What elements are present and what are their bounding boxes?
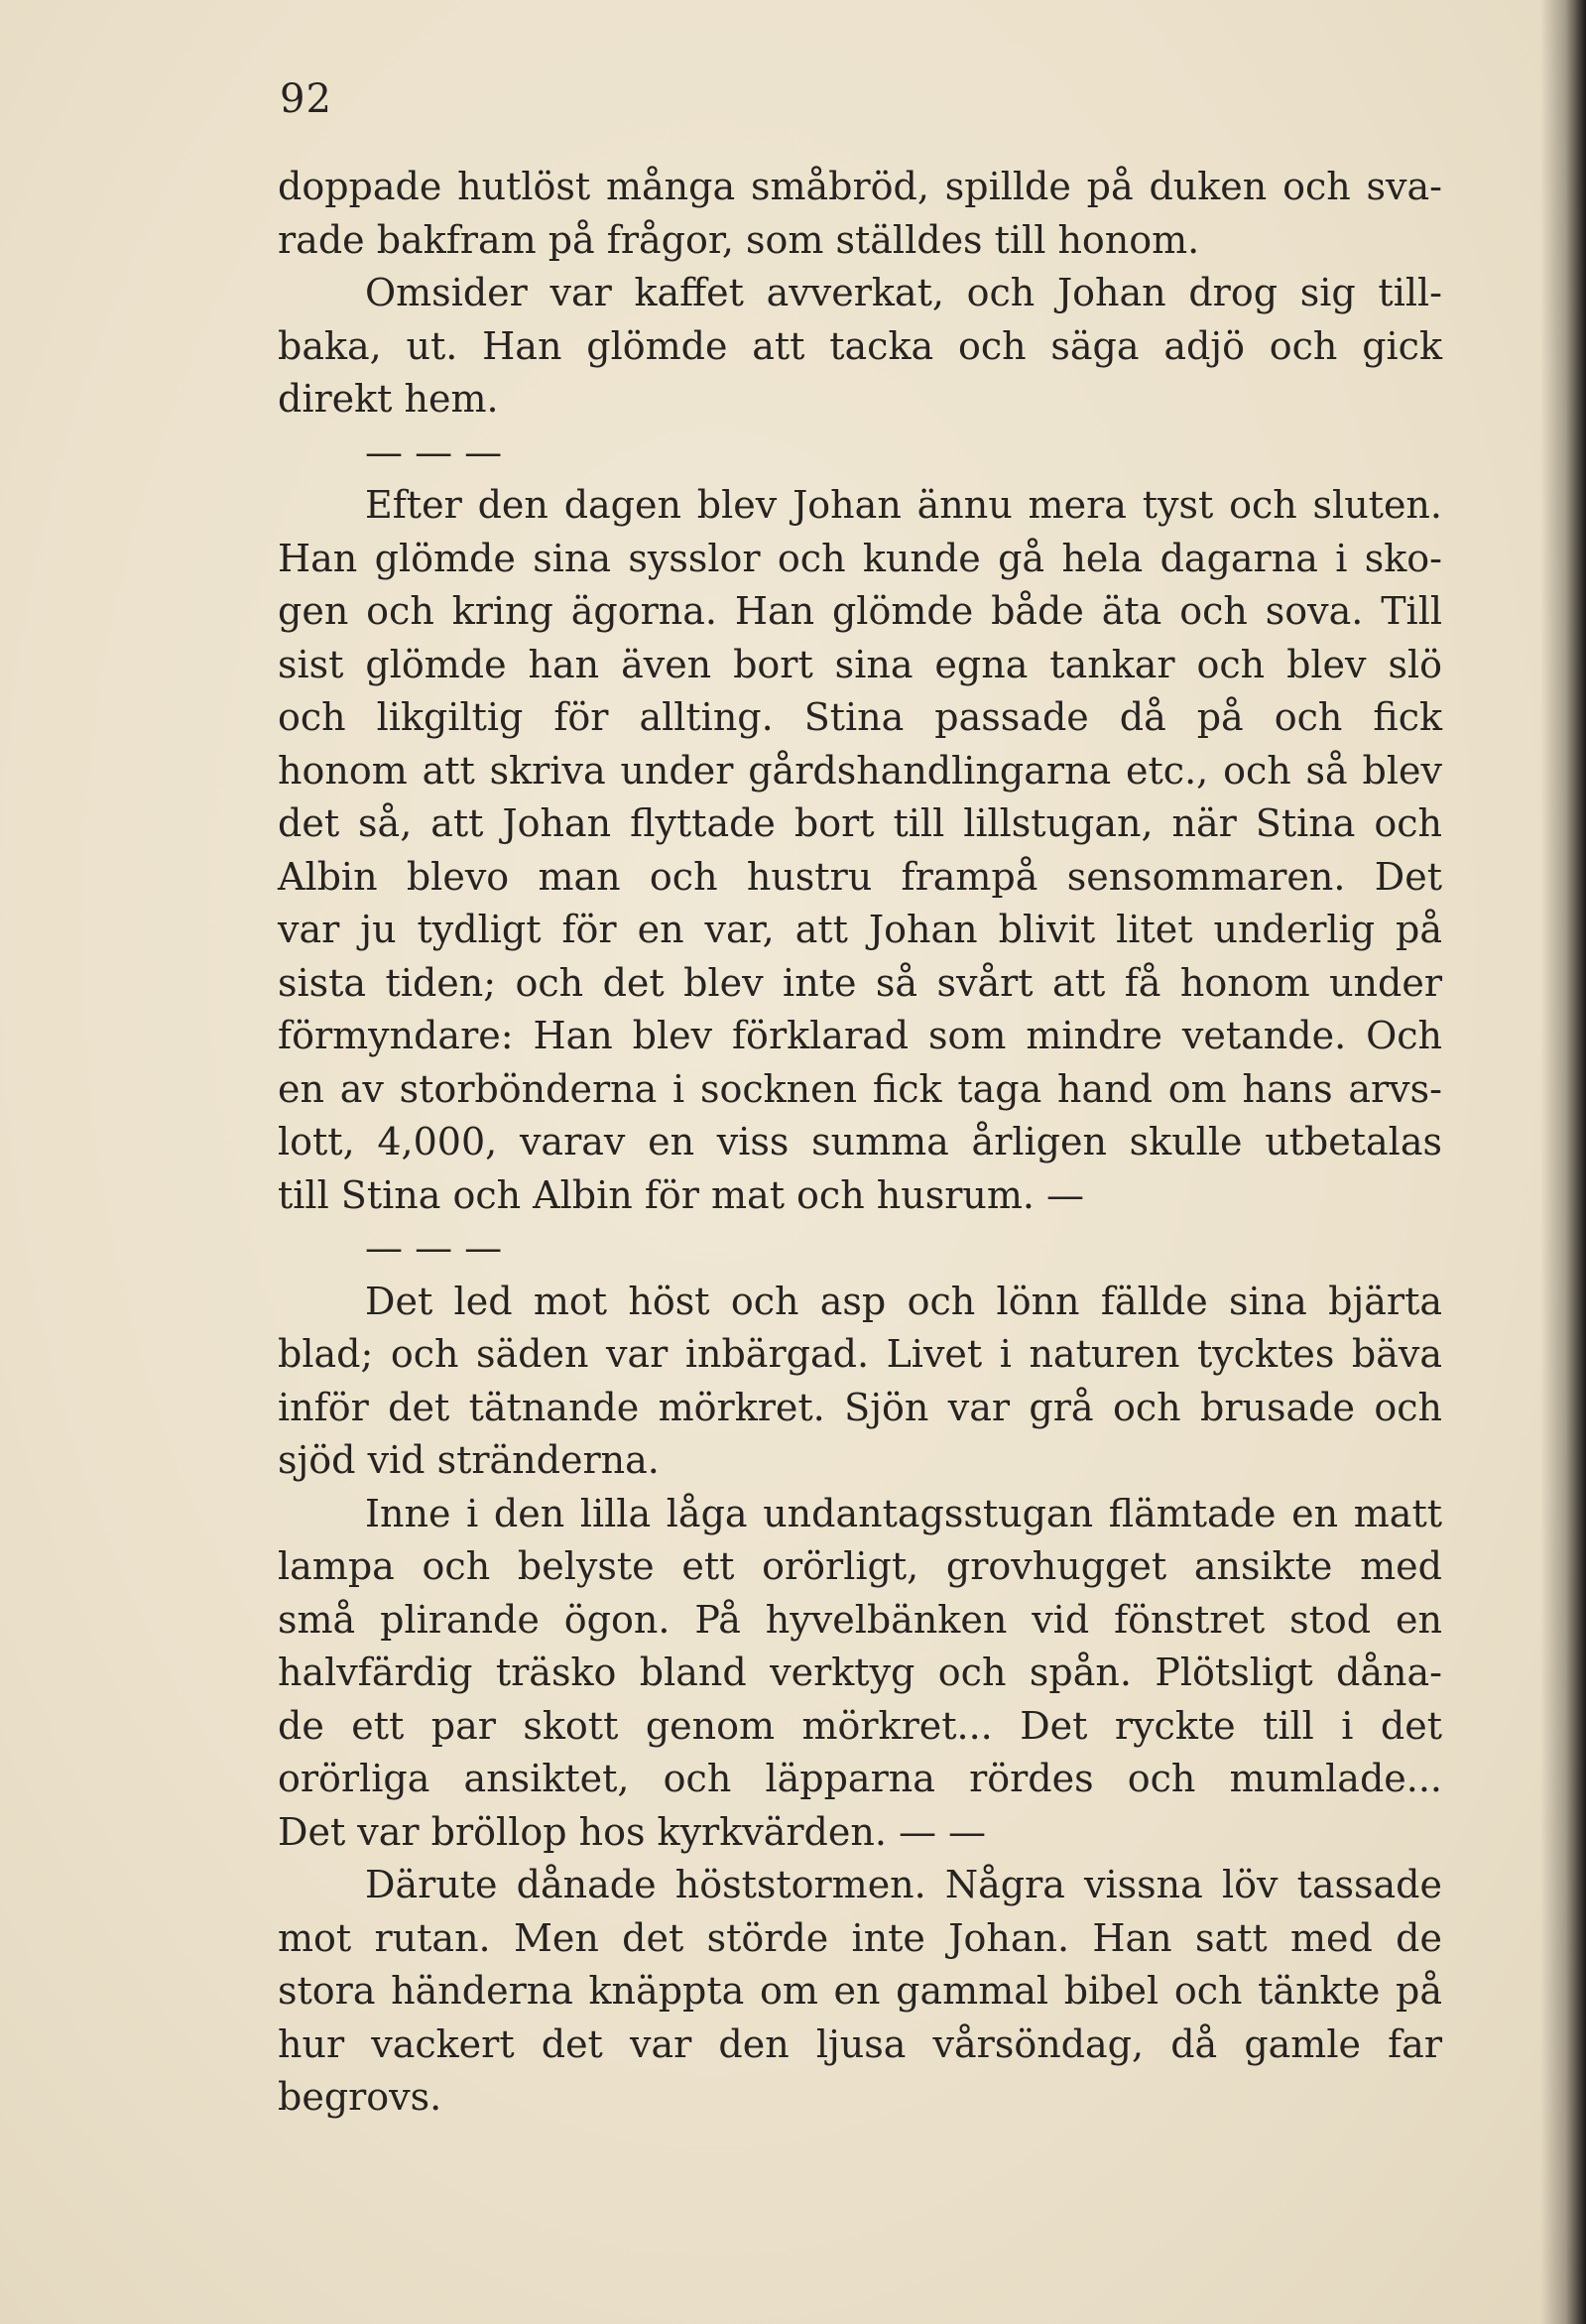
page-number: 92 bbox=[280, 76, 332, 122]
text-line: orörliga ansiktet, och läpparna rördes och mumlade... bbox=[278, 1757, 1442, 1800]
paragraph-first-line: Inne i den lilla låga undantagsstugan flämtade en matt bbox=[365, 1491, 1442, 1535]
text-line: begrovs. bbox=[278, 2075, 442, 2119]
text-line: baka, ut. Han glömde att tacka och säga adjö och gick bbox=[278, 323, 1442, 368]
text-line: gen och kring ägorna. Han glömde både äta och sova. Till bbox=[278, 589, 1442, 633]
text-line: halvfärdig träsko bland verktyg och spån. Plötsligt dåna- bbox=[278, 1651, 1442, 1694]
text-line: en av storbönderna i socknen fick taga hand om hans arvs- bbox=[278, 1066, 1442, 1111]
text-line: lott, 4,000, varav en viss summa årligen skulle utbetalas bbox=[278, 1120, 1442, 1163]
section-separator: — — — bbox=[365, 1226, 503, 1270]
text-line: hur vackert det var den ljusa vårsöndag, då gamle far bbox=[278, 2021, 1442, 2066]
text-line: det så, att Johan flyttade bort till lillstugan, när Stina och bbox=[278, 801, 1442, 845]
text-line: honom att skriva under gårdshandlingarna etc., och så blev bbox=[278, 748, 1442, 793]
text-line: lampa och belyste ett orörligt, grovhugget ansikte med bbox=[278, 1544, 1442, 1588]
spine-shadow bbox=[1540, 0, 1586, 2324]
section-separator: — — — bbox=[365, 429, 503, 474]
text-line: sjöd vid stränderna. bbox=[278, 1438, 660, 1482]
text-line: Det var bröllop hos kyrkvärden. — — bbox=[278, 1809, 987, 1854]
text-line: direkt hem. bbox=[278, 377, 499, 421]
text-line: sista tiden; och det blev inte så svårt att få honom under bbox=[278, 960, 1442, 1005]
text-line: Han glömde sina sysslor och kunde gå hela dagarna i sko- bbox=[278, 536, 1442, 580]
text-line: små plirande ögon. På hyvelbänken vid fönstret stod en bbox=[278, 1597, 1442, 1642]
paragraph-first-line: Omsider var kaffet avverkat, och Johan drog sig till- bbox=[365, 271, 1442, 314]
text-line: sist glömde han även bort sina egna tankar och blev slö bbox=[278, 642, 1442, 686]
text-line: var ju tydligt för en var, att Johan blivit litet underlig på bbox=[278, 908, 1442, 951]
paragraph-first-line: Det led mot höst och asp och lönn fällde sina bjärta bbox=[365, 1279, 1442, 1323]
paragraph-first-line: Efter den dagen blev Johan ännu mera tyst och sluten. bbox=[365, 483, 1442, 527]
text-line: inför det tätnande mörkret. Sjön var grå och brusade och bbox=[278, 1385, 1442, 1429]
text-line: rade bakfram på frågor, som ställdes till honom. bbox=[278, 217, 1200, 262]
text-line: förmyndare: Han blev förklarad som mindre vetande. Och bbox=[278, 1014, 1442, 1057]
body-text bbox=[278, 161, 1442, 2125]
text-line: och likgiltig för allting. Stina passade då på och fick bbox=[278, 695, 1442, 739]
text-line: stora händerna knäppta om en gammal bibel och tänkte på bbox=[278, 1969, 1442, 2013]
text-line: blad; och säden var inbärgad. Livet i naturen tycktes bäva bbox=[278, 1332, 1442, 1376]
text-line: mot rutan. Men det störde inte Johan. Han satt med de bbox=[278, 1915, 1442, 1960]
text-line: till Stina och Albin för mat och husrum. — bbox=[278, 1172, 1085, 1217]
text-line: de ett par skott genom mörkret... Det ryckte till i det bbox=[278, 1703, 1442, 1748]
text-line: doppade hutlöst många småbröd, spillde på duken och sva- bbox=[278, 165, 1442, 208]
text-line: Albin blevo man och hustru frampå sensommaren. Det bbox=[278, 854, 1442, 899]
paragraph-first-line: Därute dånade höststormen. Några vissna löv tassade bbox=[365, 1863, 1442, 1906]
